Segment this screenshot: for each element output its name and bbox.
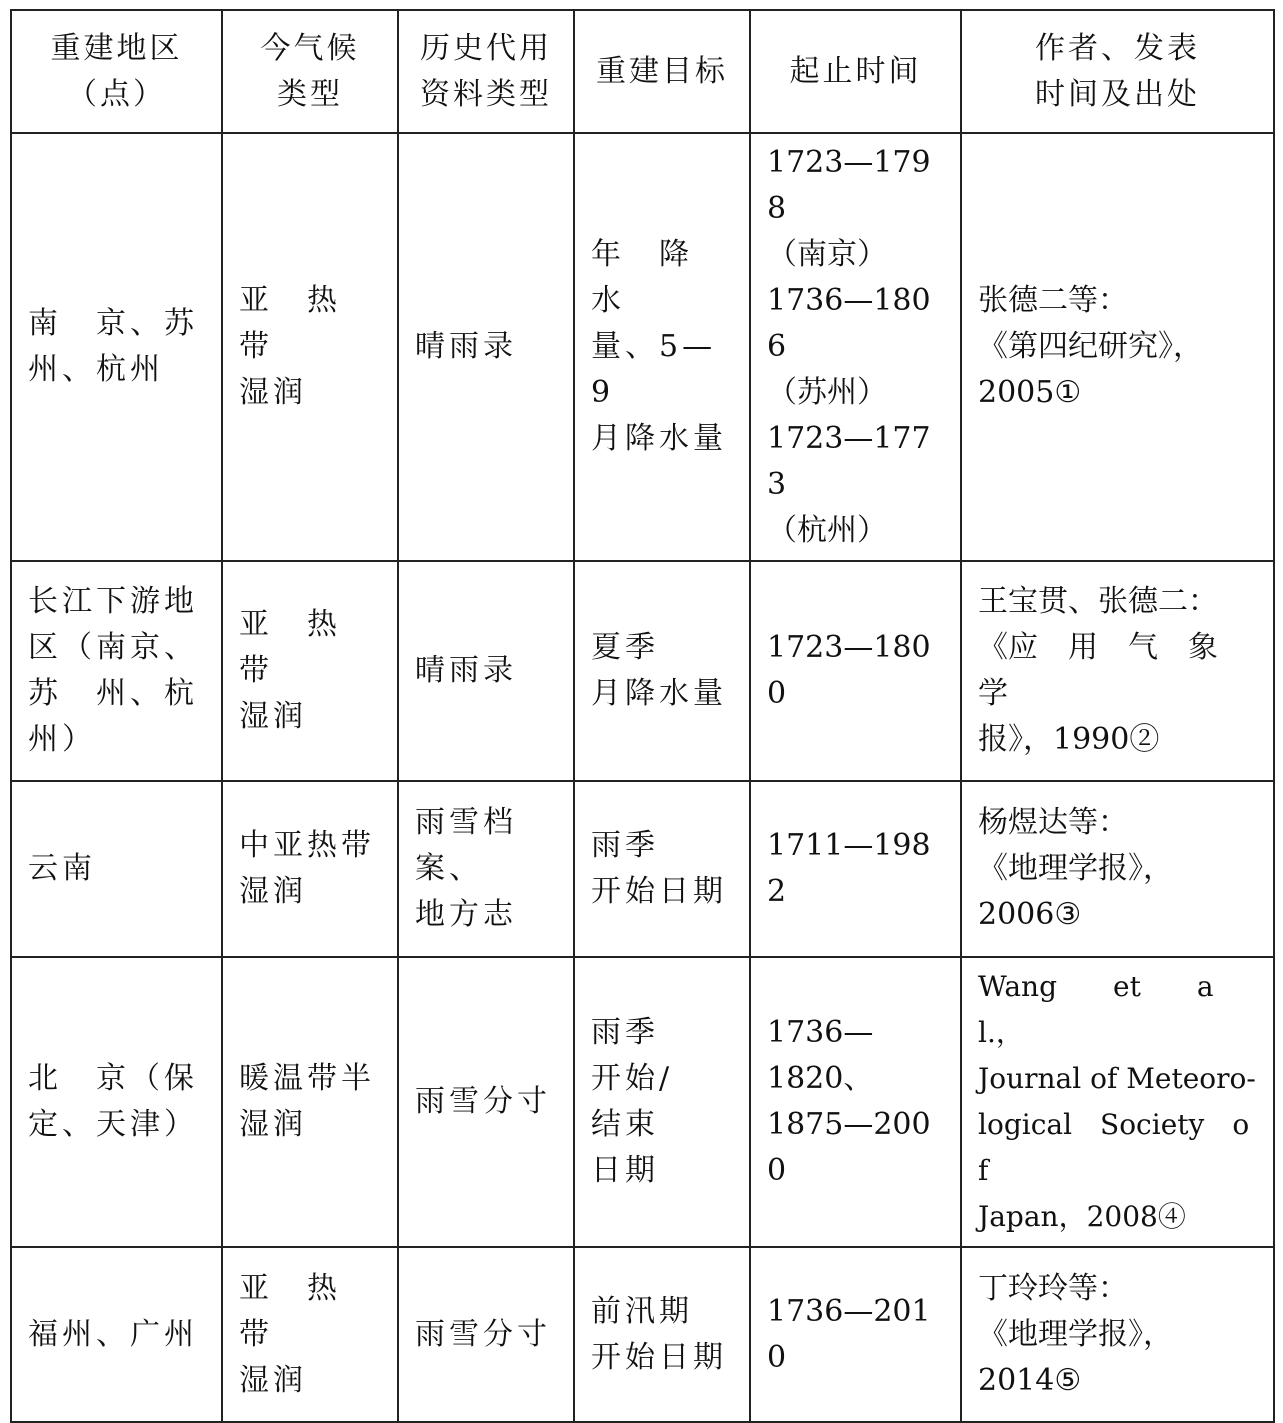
cell-climate: 亚 热 带 湿润	[222, 133, 398, 561]
cell-target: 前汛期 开始日期	[574, 1247, 750, 1422]
cell-period: 1723—1798 （南京） 1736—1806 （苏州） 1723—1773 （杭州）	[750, 133, 961, 561]
cell-period: 1711—1982	[750, 781, 961, 957]
header-region: 重建地区 （点）	[11, 10, 222, 133]
table-row	[11, 561, 1274, 781]
cell-target: 雨季 开始/ 结束 日期	[574, 957, 750, 1247]
cell-source: Wang et al.， Journal of Meteoro- logical Society of Japan，2008④	[961, 957, 1274, 1247]
cell-proxy: 雨雪档案、 地方志	[398, 781, 574, 957]
cell-climate: 暖温带半 湿润	[222, 957, 398, 1247]
cell-proxy: 晴雨录	[398, 133, 574, 561]
cell-region: 长江下游地 区（南京、 苏 州、杭 州）	[11, 561, 222, 781]
cell-proxy: 雨雪分寸	[398, 1247, 574, 1422]
cell-period: 1736— 1820、 1875—2000	[750, 957, 961, 1247]
cell-period: 1723—1800	[750, 561, 961, 781]
header-proxy: 历史代用 资料类型	[398, 10, 574, 133]
cell-source: 王宝贯、张德二： 《应 用 气 象 学 报》，1990②	[961, 561, 1274, 781]
header-source: 作者、发表 时间及出处	[961, 10, 1274, 133]
cell-region: 云南	[11, 781, 222, 957]
cell-region: 福州、广州	[11, 1247, 222, 1422]
cell-target: 夏季 月降水量	[574, 561, 750, 781]
cell-source: 丁玲玲等： 《地理学报》， 2014⑤	[961, 1247, 1274, 1422]
table-row	[11, 781, 1274, 957]
cell-target: 雨季 开始日期	[574, 781, 750, 957]
table-row	[11, 1247, 1274, 1422]
table-row	[11, 133, 1274, 561]
cell-climate: 亚 热 带 湿润	[222, 1247, 398, 1422]
cell-climate: 亚 热 带 湿润	[222, 561, 398, 781]
header-target: 重建目标	[574, 10, 750, 133]
cell-region: 北 京（保 定、天津）	[11, 957, 222, 1247]
cell-proxy: 雨雪分寸	[398, 957, 574, 1247]
cell-region: 南 京、苏 州、杭州	[11, 133, 222, 561]
cell-source: 杨煜达等： 《地理学报》， 2006③	[961, 781, 1274, 957]
cell-source: 张德二等： 《第四纪研究》， 2005①	[961, 133, 1274, 561]
header-climate: 今气候 类型	[222, 10, 398, 133]
header-period: 起止时间	[750, 10, 961, 133]
cell-proxy: 晴雨录	[398, 561, 574, 781]
reconstruction-table	[10, 9, 1275, 1423]
cell-period: 1736—2010	[750, 1247, 961, 1422]
cell-climate: 中亚热带 湿润	[222, 781, 398, 957]
table-row	[11, 957, 1274, 1247]
header-row	[11, 10, 1274, 133]
cell-target: 年 降 水 量、5—9 月降水量	[574, 133, 750, 561]
